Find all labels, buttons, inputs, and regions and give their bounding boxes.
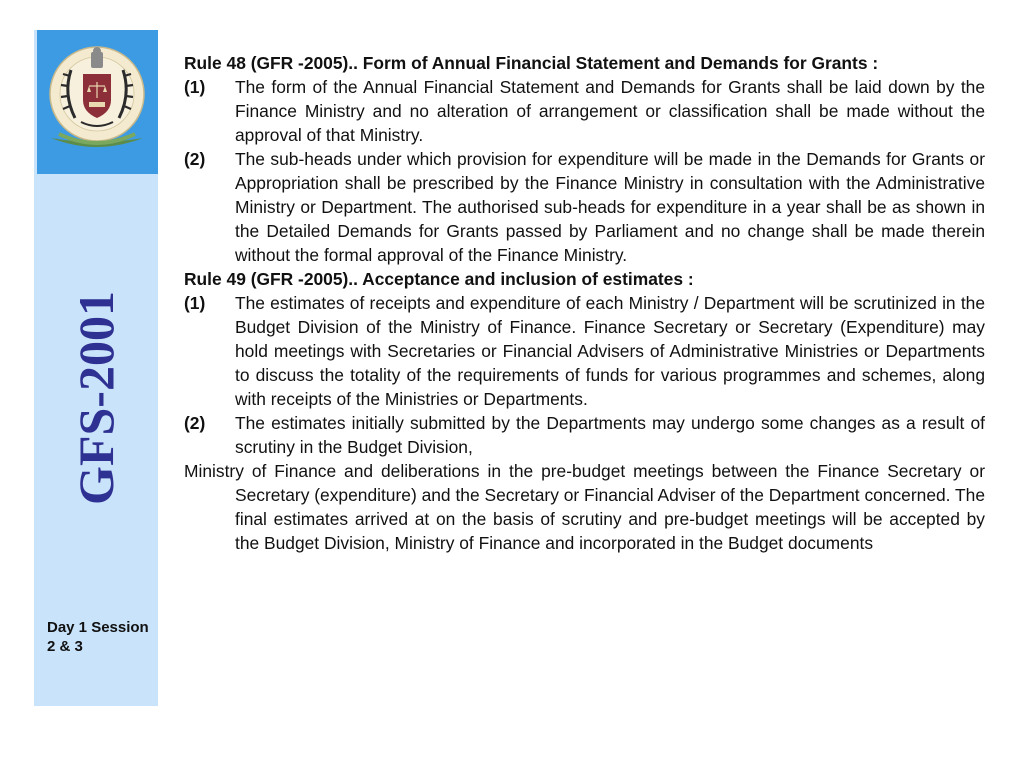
sidebar-panel <box>34 30 158 706</box>
rule-49-item-2 <box>184 411 985 459</box>
emblem-logo <box>37 30 158 174</box>
item-text: The estimates initially submitted by the Departments may undergo some changes as a result of scrutiny in the Budget Division, <box>235 413 985 457</box>
item-text: The estimates of receipts and expenditure of each Ministry / Department will be scrutinized in the Budget Division of the Ministry of Finance. Finance Secretary or Secretary (Expenditure) may hold meetings with Secretaries or Financial Advisers of Administrative Ministries or Departments to discuss the totality of the requirements of funds for various programmes and schemes, along with receipts of the Ministries or Departments. <box>235 293 985 409</box>
emblem-seal-icon <box>37 30 158 174</box>
item-text: The sub-heads under which provision for expenditure will be made in the Demands for Grants or Appropriation shall be prescribed by the Finance Ministry in consultation with the Administrative Ministry or Department. The authorised sub-heads for expenditure in a year shall be as shown in the Detailed Demands for Grants passed by Parliament and no change shall be made therein without the formal approval of the Finance Ministry. <box>235 149 985 265</box>
item-text: The form of the Annual Financial Statement and Demands for Grants shall be laid down by the Finance Ministry and no alteration of arrangement or classification shall be made without the approval of that Ministry. <box>235 77 985 145</box>
content-body <box>184 51 985 555</box>
rule-48-item-1 <box>184 75 985 147</box>
item-number: (1) <box>184 293 206 313</box>
session-label: Day 1 Session 2 & 3 <box>47 619 149 655</box>
rule-48-heading: Rule 48 (GFR -2005).. Form of Annual Financial Statement and Demands for Grants : <box>184 53 879 73</box>
rule-48-item-2 <box>184 147 985 267</box>
item-number: (2) <box>184 149 206 169</box>
vertical-title: GFS-2001 <box>68 291 124 505</box>
rule-49-continuation: Ministry of Finance and deliberations in the pre-budget meetings between the Finance Secretary or Secretary (expenditure) and the Secretary or Financial Adviser of the Department concerned. The final estimates arrived at on the basis of scrutiny and pre-budget meetings will be accepted by the Budget Division, Ministry of Finance and incorporated in the Budget documents <box>184 461 985 553</box>
item-number: (1) <box>184 77 206 97</box>
item-number: (2) <box>184 413 206 433</box>
rule-49-item-1 <box>184 291 985 411</box>
rule-49-heading: Rule 49 (GFR -2005).. Acceptance and inclusion of estimates : <box>184 269 694 289</box>
